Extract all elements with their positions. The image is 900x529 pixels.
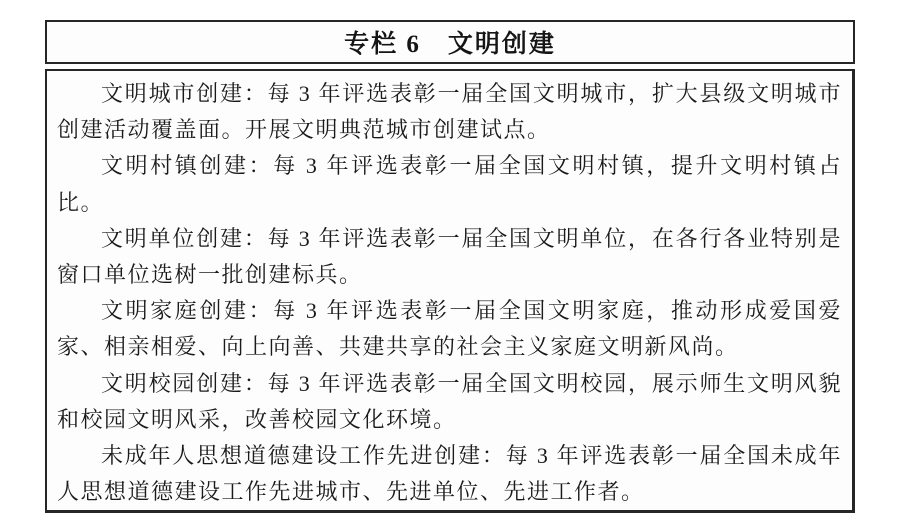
- panel-title: 专栏 6 文明创建: [344, 31, 556, 58]
- paragraph-civilized-city: 文明城市创建：每 3 年评选表彰一届全国文明城市，扩大县级文明城市创建活动覆盖面。开展文明典范城市创建试点。: [57, 81, 842, 143]
- panel-body-box: [45, 69, 855, 513]
- paragraph-civilized-campus: 文明校园创建：每 3 年评选表彰一届全国文明校园，展示师生文明风貌和校园文明风采，改善校园文化环境。: [57, 370, 842, 432]
- paragraph-minors-moral-education: 未成年人思想道德建设工作先进创建：每 3 年评选表彰一届全国未成年人思想道德建设工作先进城市、先进单位、先进工作者。: [57, 443, 842, 505]
- panel-title-box: [45, 20, 855, 64]
- paragraph-civilized-village: 文明村镇创建：每 3 年评选表彰一届全国文明村镇，提升文明村镇占比。: [57, 153, 842, 215]
- paragraph-civilized-unit: 文明单位创建：每 3 年评选表彰一届全国文明单位，在各行各业特别是窗口单位选树一批创建标兵。: [57, 225, 842, 288]
- paragraph-civilized-family: 文明家庭创建：每 3 年评选表彰一届全国文明家庭，推动形成爱国爱家、相亲相爱、向上向善、共建共享的社会主义家庭文明新风尚。: [57, 298, 842, 360]
